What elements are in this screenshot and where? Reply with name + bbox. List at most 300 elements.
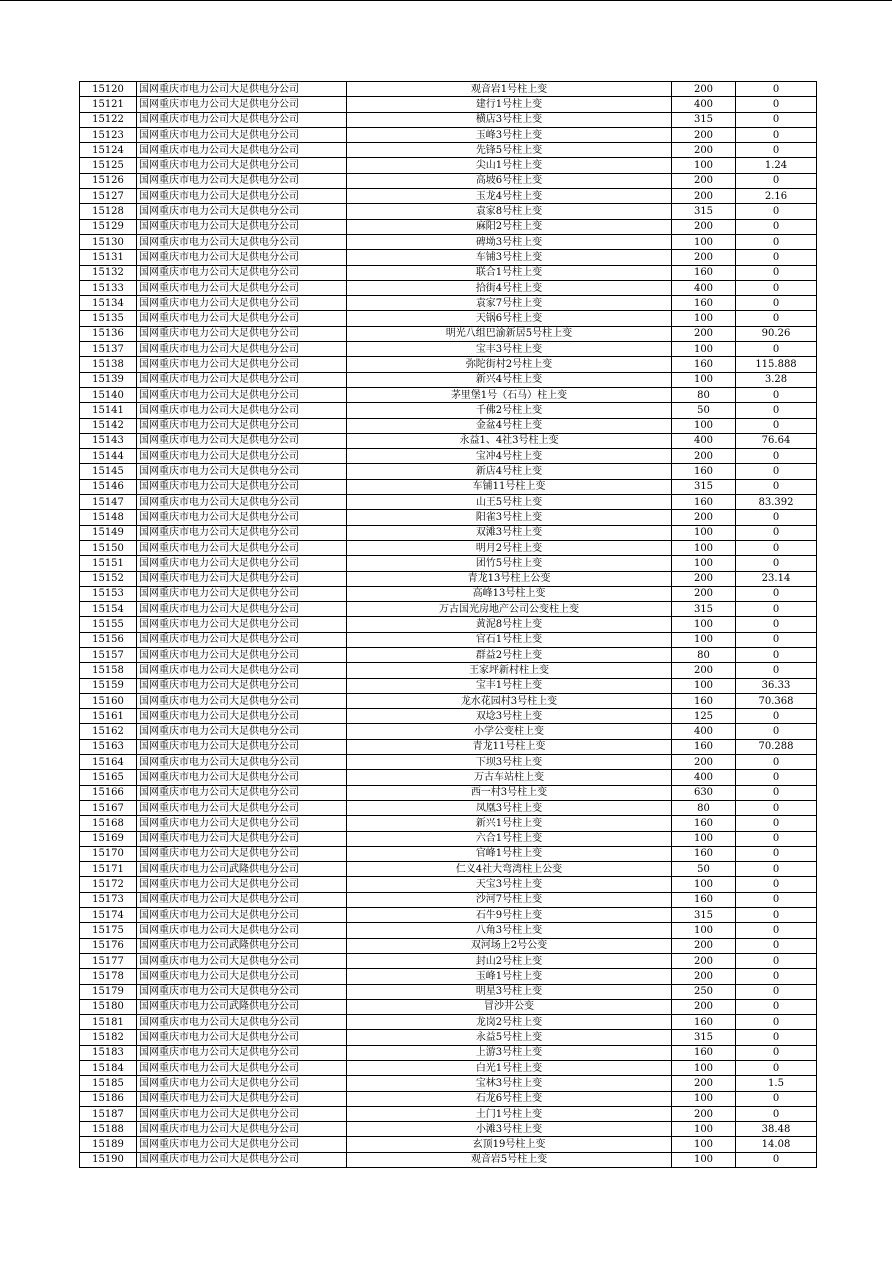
company-cell: 国网重庆市电力公司大足供电分公司	[137, 755, 347, 770]
page-top-border	[0, 0, 892, 1]
table-row	[80, 846, 817, 861]
company-cell: 国网重庆市电力公司大足供电分公司	[137, 617, 347, 632]
transformer-name-cell: 仁义4社大弯湾柱上公变	[347, 862, 672, 877]
company-cell: 国网重庆市电力公司大足供电分公司	[137, 602, 347, 617]
capacity-cell: 200	[672, 250, 736, 265]
table-row	[80, 1091, 817, 1106]
capacity-cell: 200	[672, 219, 736, 234]
value-cell: 0	[736, 464, 817, 479]
transformer-name-cell: 建行1号柱上变	[347, 97, 672, 112]
capacity-cell: 100	[672, 1061, 736, 1076]
transformer-name-cell: 高坡6号柱上变	[347, 173, 672, 188]
row-id-cell: 15147	[80, 495, 137, 510]
row-id-cell: 15135	[80, 311, 137, 326]
table-row	[80, 969, 817, 984]
company-cell: 国网重庆市电力公司大足供电分公司	[137, 1152, 347, 1167]
table-row	[80, 770, 817, 785]
transformer-name-cell: 永益5号柱上变	[347, 1030, 672, 1045]
value-cell: 0	[736, 1091, 817, 1106]
company-cell: 国网重庆市电力公司大足供电分公司	[137, 265, 347, 280]
table-row	[80, 342, 817, 357]
transformer-name-cell: 袁家7号柱上变	[347, 296, 672, 311]
value-cell: 76.64	[736, 433, 817, 448]
value-cell: 0	[736, 785, 817, 800]
table-row	[80, 97, 817, 112]
capacity-cell: 400	[672, 433, 736, 448]
table-row	[80, 800, 817, 815]
capacity-cell: 315	[672, 908, 736, 923]
company-cell: 国网重庆市电力公司大足供电分公司	[137, 1106, 347, 1121]
company-cell: 国网重庆市电力公司大足供电分公司	[137, 280, 347, 295]
value-cell: 0	[736, 250, 817, 265]
company-cell: 国网重庆市电力公司大足供电分公司	[137, 693, 347, 708]
transformer-name-cell: 西一村3号柱上变	[347, 785, 672, 800]
company-cell: 国网重庆市电力公司大足供电分公司	[137, 464, 347, 479]
value-cell: 0	[736, 112, 817, 127]
row-id-cell: 15151	[80, 556, 137, 571]
table-row	[80, 311, 817, 326]
capacity-cell: 100	[672, 556, 736, 571]
transformer-name-cell: 金盆4号柱上变	[347, 418, 672, 433]
row-id-cell: 15121	[80, 97, 137, 112]
row-id-cell: 15138	[80, 357, 137, 372]
capacity-cell: 200	[672, 143, 736, 158]
row-id-cell: 15183	[80, 1045, 137, 1060]
company-cell: 国网重庆市电力公司大足供电分公司	[137, 342, 347, 357]
transformer-table	[79, 81, 817, 1168]
value-cell: 0	[736, 938, 817, 953]
transformer-name-cell: 明月2号柱上变	[347, 540, 672, 555]
table-row	[80, 617, 817, 632]
table-row	[80, 1106, 817, 1121]
company-cell: 国网重庆市电力公司大足供电分公司	[137, 1137, 347, 1152]
row-id-cell: 15174	[80, 908, 137, 923]
company-cell: 国网重庆市电力公司大足供电分公司	[137, 525, 347, 540]
row-id-cell: 15182	[80, 1030, 137, 1045]
transformer-name-cell: 宝丰1号柱上变	[347, 678, 672, 693]
table-row	[80, 280, 817, 295]
company-cell: 国网重庆市电力公司大足供电分公司	[137, 877, 347, 892]
company-cell: 国网重庆市电力公司武隆供电分公司	[137, 999, 347, 1014]
company-cell: 国网重庆市电力公司大足供电分公司	[137, 770, 347, 785]
transformer-name-cell: 袁家8号柱上变	[347, 204, 672, 219]
company-cell: 国网重庆市电力公司大足供电分公司	[137, 1045, 347, 1060]
transformer-name-cell: 冒沙井公变	[347, 999, 672, 1014]
company-cell: 国网重庆市电力公司大足供电分公司	[137, 158, 347, 173]
value-cell: 0	[736, 143, 817, 158]
transformer-name-cell: 封山2号柱上变	[347, 953, 672, 968]
table-row	[80, 953, 817, 968]
company-cell: 国网重庆市电力公司大足供电分公司	[137, 495, 347, 510]
company-cell: 国网重庆市电力公司大足供电分公司	[137, 234, 347, 249]
row-id-cell: 15133	[80, 280, 137, 295]
value-cell: 0	[736, 219, 817, 234]
row-id-cell: 15136	[80, 326, 137, 341]
value-cell: 38.48	[736, 1122, 817, 1137]
transformer-name-cell: 石牛9号柱上变	[347, 908, 672, 923]
transformer-name-cell: 高峰13号柱上变	[347, 586, 672, 601]
company-cell: 国网重庆市电力公司大足供电分公司	[137, 357, 347, 372]
company-cell: 国网重庆市电力公司大足供电分公司	[137, 173, 347, 188]
table-row	[80, 999, 817, 1014]
capacity-cell: 80	[672, 387, 736, 402]
value-cell: 0	[736, 204, 817, 219]
table-row	[80, 464, 817, 479]
value-cell: 2.16	[736, 189, 817, 204]
capacity-cell: 125	[672, 709, 736, 724]
table-row	[80, 556, 817, 571]
transformer-name-cell: 明光八组巴渝新居5号柱上变	[347, 326, 672, 341]
capacity-cell: 50	[672, 862, 736, 877]
value-cell: 0	[736, 403, 817, 418]
transformer-name-cell: 弥陀街村2号柱上变	[347, 357, 672, 372]
capacity-cell: 100	[672, 1137, 736, 1152]
value-cell: 70.368	[736, 693, 817, 708]
capacity-cell: 100	[672, 372, 736, 387]
value-cell: 0	[736, 586, 817, 601]
capacity-cell: 400	[672, 97, 736, 112]
value-cell: 0	[736, 617, 817, 632]
company-cell: 国网重庆市电力公司大足供电分公司	[137, 127, 347, 142]
table-row	[80, 418, 817, 433]
value-cell: 0	[736, 510, 817, 525]
value-cell: 0	[736, 479, 817, 494]
capacity-cell: 100	[672, 877, 736, 892]
capacity-cell: 200	[672, 571, 736, 586]
company-cell: 国网重庆市电力公司大足供电分公司	[137, 556, 347, 571]
table-row	[80, 831, 817, 846]
company-cell: 国网重庆市电力公司大足供电分公司	[137, 571, 347, 586]
table-row	[80, 785, 817, 800]
transformer-name-cell: 白光1号柱上变	[347, 1061, 672, 1076]
company-cell: 国网重庆市电力公司大足供电分公司	[137, 433, 347, 448]
value-cell: 3.28	[736, 372, 817, 387]
company-cell: 国网重庆市电力公司大足供电分公司	[137, 923, 347, 938]
capacity-cell: 160	[672, 495, 736, 510]
row-id-cell: 15170	[80, 846, 137, 861]
company-cell: 国网重庆市电力公司大足供电分公司	[137, 969, 347, 984]
transformer-name-cell: 王家坪新村柱上变	[347, 663, 672, 678]
value-cell: 0	[736, 234, 817, 249]
row-id-cell: 15190	[80, 1152, 137, 1167]
transformer-name-cell: 青龙11号柱上变	[347, 739, 672, 754]
table-row	[80, 877, 817, 892]
transformer-name-cell: 天宝3号柱上变	[347, 877, 672, 892]
capacity-cell: 100	[672, 831, 736, 846]
transformer-name-cell: 玉龙4号柱上变	[347, 189, 672, 204]
capacity-cell: 400	[672, 280, 736, 295]
table-row	[80, 984, 817, 999]
table-row	[80, 923, 817, 938]
table-row	[80, 1137, 817, 1152]
row-id-cell: 15164	[80, 755, 137, 770]
value-cell: 0	[736, 984, 817, 999]
table-row	[80, 1061, 817, 1076]
transformer-name-cell: 上游3号柱上变	[347, 1045, 672, 1060]
capacity-cell: 160	[672, 693, 736, 708]
transformer-name-cell: 横店3号柱上变	[347, 112, 672, 127]
transformer-name-cell: 宝冲4号柱上变	[347, 449, 672, 464]
capacity-cell: 160	[672, 892, 736, 907]
table-row	[80, 816, 817, 831]
capacity-cell: 200	[672, 663, 736, 678]
transformer-name-cell: 凤凰3号柱上变	[347, 800, 672, 815]
value-cell: 0	[736, 923, 817, 938]
table-row	[80, 571, 817, 586]
value-cell: 0	[736, 556, 817, 571]
row-id-cell: 15165	[80, 770, 137, 785]
row-id-cell: 15148	[80, 510, 137, 525]
row-id-cell: 15153	[80, 586, 137, 601]
capacity-cell: 200	[672, 953, 736, 968]
value-cell: 0	[736, 540, 817, 555]
table-row	[80, 938, 817, 953]
capacity-cell: 315	[672, 112, 736, 127]
row-id-cell: 15131	[80, 250, 137, 265]
table-row	[80, 403, 817, 418]
value-cell: 0	[736, 908, 817, 923]
capacity-cell: 200	[672, 586, 736, 601]
company-cell: 国网重庆市电力公司大足供电分公司	[137, 984, 347, 999]
transformer-name-cell: 永益1、4社3号柱上变	[347, 433, 672, 448]
company-cell: 国网重庆市电力公司大足供电分公司	[137, 831, 347, 846]
capacity-cell: 200	[672, 1076, 736, 1091]
value-cell: 0	[736, 755, 817, 770]
transformer-name-cell: 龙岗2号柱上变	[347, 1015, 672, 1030]
row-id-cell: 15149	[80, 525, 137, 540]
transformer-name-cell: 观音岩1号柱上变	[347, 82, 672, 97]
capacity-cell: 400	[672, 724, 736, 739]
value-cell: 0	[736, 1061, 817, 1076]
table-row	[80, 892, 817, 907]
transformer-name-cell: 土门1号柱上变	[347, 1106, 672, 1121]
row-id-cell: 15185	[80, 1076, 137, 1091]
table-row	[80, 479, 817, 494]
value-cell: 1.5	[736, 1076, 817, 1091]
value-cell: 0	[736, 877, 817, 892]
capacity-cell: 80	[672, 647, 736, 662]
value-cell: 0	[736, 173, 817, 188]
value-cell: 0	[736, 770, 817, 785]
transformer-name-cell: 双滩3号柱上变	[347, 525, 672, 540]
transformer-name-cell: 黄泥8号柱上变	[347, 617, 672, 632]
table-row	[80, 510, 817, 525]
company-cell: 国网重庆市电力公司大足供电分公司	[137, 586, 347, 601]
table-row	[80, 219, 817, 234]
company-cell: 国网重庆市电力公司大足供电分公司	[137, 846, 347, 861]
row-id-cell: 15127	[80, 189, 137, 204]
table-row	[80, 1122, 817, 1137]
capacity-cell: 315	[672, 204, 736, 219]
company-cell: 国网重庆市电力公司大足供电分公司	[137, 1061, 347, 1076]
value-cell: 0	[736, 831, 817, 846]
table-row	[80, 602, 817, 617]
value-cell: 0	[736, 127, 817, 142]
transformer-name-cell: 青龙13号柱上公变	[347, 571, 672, 586]
value-cell: 0	[736, 800, 817, 815]
table-row	[80, 1152, 817, 1167]
transformer-name-cell: 山王5号柱上变	[347, 495, 672, 510]
table-row	[80, 326, 817, 341]
capacity-cell: 160	[672, 846, 736, 861]
row-id-cell: 15145	[80, 464, 137, 479]
table-row	[80, 433, 817, 448]
capacity-cell: 200	[672, 326, 736, 341]
company-cell: 国网重庆市电力公司武隆供电分公司	[137, 938, 347, 953]
company-cell: 国网重庆市电力公司大足供电分公司	[137, 663, 347, 678]
capacity-cell: 200	[672, 449, 736, 464]
row-id-cell: 15166	[80, 785, 137, 800]
transformer-name-cell: 车铺11号柱上变	[347, 479, 672, 494]
capacity-cell: 160	[672, 464, 736, 479]
value-cell: 0	[736, 280, 817, 295]
capacity-cell: 160	[672, 739, 736, 754]
row-id-cell: 15160	[80, 693, 137, 708]
value-cell: 0	[736, 82, 817, 97]
row-id-cell: 15125	[80, 158, 137, 173]
value-cell: 90.26	[736, 326, 817, 341]
value-cell: 0	[736, 342, 817, 357]
table-row	[80, 158, 817, 173]
transformer-name-cell: 双埝3号柱上变	[347, 709, 672, 724]
capacity-cell: 160	[672, 816, 736, 831]
value-cell: 0	[736, 1106, 817, 1121]
transformer-name-cell: 双河场上2号公变	[347, 938, 672, 953]
transformer-name-cell: 沙河7号柱上变	[347, 892, 672, 907]
row-id-cell: 15184	[80, 1061, 137, 1076]
value-cell: 0	[736, 724, 817, 739]
company-cell: 国网重庆市电力公司大足供电分公司	[137, 892, 347, 907]
company-cell: 国网重庆市电力公司大足供电分公司	[137, 82, 347, 97]
company-cell: 国网重庆市电力公司大足供电分公司	[137, 678, 347, 693]
row-id-cell: 15123	[80, 127, 137, 142]
value-cell: 70.288	[736, 739, 817, 754]
table-row	[80, 647, 817, 662]
company-cell: 国网重庆市电力公司大足供电分公司	[137, 709, 347, 724]
row-id-cell: 15129	[80, 219, 137, 234]
table-row	[80, 724, 817, 739]
value-cell: 0	[736, 663, 817, 678]
row-id-cell: 15154	[80, 602, 137, 617]
row-id-cell: 15120	[80, 82, 137, 97]
capacity-cell: 400	[672, 770, 736, 785]
capacity-cell: 100	[672, 617, 736, 632]
transformer-name-cell: 下坝3号柱上变	[347, 755, 672, 770]
table-row	[80, 173, 817, 188]
value-cell: 0	[736, 449, 817, 464]
table-row	[80, 862, 817, 877]
value-cell: 83.392	[736, 495, 817, 510]
row-id-cell: 15155	[80, 617, 137, 632]
capacity-cell: 250	[672, 984, 736, 999]
value-cell: 0	[736, 816, 817, 831]
transformer-name-cell: 宝丰3号柱上变	[347, 342, 672, 357]
value-cell: 0	[736, 525, 817, 540]
table-row	[80, 204, 817, 219]
company-cell: 国网重庆市电力公司大足供电分公司	[137, 739, 347, 754]
transformer-name-cell: 龙水花园村3号柱上变	[347, 693, 672, 708]
capacity-cell: 200	[672, 999, 736, 1014]
row-id-cell: 15146	[80, 479, 137, 494]
transformer-name-cell: 拾街4号柱上变	[347, 280, 672, 295]
value-cell: 1.24	[736, 158, 817, 173]
row-id-cell: 15124	[80, 143, 137, 158]
company-cell: 国网重庆市电力公司大足供电分公司	[137, 418, 347, 433]
row-id-cell: 15188	[80, 1122, 137, 1137]
table-row	[80, 693, 817, 708]
capacity-cell: 100	[672, 234, 736, 249]
capacity-cell: 160	[672, 357, 736, 372]
row-id-cell: 15178	[80, 969, 137, 984]
company-cell: 国网重庆市电力公司大足供电分公司	[137, 1015, 347, 1030]
value-cell: 0	[736, 265, 817, 280]
table-row	[80, 709, 817, 724]
row-id-cell: 15126	[80, 173, 137, 188]
capacity-cell: 100	[672, 158, 736, 173]
company-cell: 国网重庆市电力公司大足供电分公司	[137, 250, 347, 265]
table-row	[80, 127, 817, 142]
transformer-name-cell: 官峰1号柱上变	[347, 846, 672, 861]
capacity-cell: 100	[672, 540, 736, 555]
table-row	[80, 525, 817, 540]
company-cell: 国网重庆市电力公司大足供电分公司	[137, 1076, 347, 1091]
capacity-cell: 200	[672, 969, 736, 984]
capacity-cell: 315	[672, 602, 736, 617]
row-id-cell: 15177	[80, 953, 137, 968]
value-cell: 0	[736, 999, 817, 1014]
transformer-name-cell: 六合1号柱上变	[347, 831, 672, 846]
value-cell: 0	[736, 892, 817, 907]
capacity-cell: 100	[672, 923, 736, 938]
capacity-cell: 200	[672, 127, 736, 142]
table-row	[80, 755, 817, 770]
value-cell: 115.888	[736, 357, 817, 372]
row-id-cell: 15150	[80, 540, 137, 555]
transformer-name-cell: 石龙6号柱上变	[347, 1091, 672, 1106]
company-cell: 国网重庆市电力公司大足供电分公司	[137, 816, 347, 831]
transformer-name-cell: 官石1号柱上变	[347, 632, 672, 647]
table-row	[80, 1076, 817, 1091]
value-cell: 0	[736, 953, 817, 968]
row-id-cell: 15142	[80, 418, 137, 433]
value-cell: 0	[736, 1045, 817, 1060]
transformer-name-cell: 碑坳3号柱上变	[347, 234, 672, 249]
table-row	[80, 265, 817, 280]
table-row	[80, 540, 817, 555]
transformer-name-cell: 新店4号柱上变	[347, 464, 672, 479]
row-id-cell: 15181	[80, 1015, 137, 1030]
row-id-cell: 15128	[80, 204, 137, 219]
table-row	[80, 678, 817, 693]
row-id-cell: 15173	[80, 892, 137, 907]
row-id-cell: 15180	[80, 999, 137, 1014]
capacity-cell: 100	[672, 1091, 736, 1106]
table-row	[80, 357, 817, 372]
transformer-name-cell: 联合1号柱上变	[347, 265, 672, 280]
row-id-cell: 15168	[80, 816, 137, 831]
table-row	[80, 1015, 817, 1030]
company-cell: 国网重庆市电力公司大足供电分公司	[137, 112, 347, 127]
row-id-cell: 15157	[80, 647, 137, 662]
row-id-cell: 15161	[80, 709, 137, 724]
row-id-cell: 15130	[80, 234, 137, 249]
transformer-name-cell: 群益2号柱上变	[347, 647, 672, 662]
transformer-name-cell: 八角3号柱上变	[347, 923, 672, 938]
value-cell: 0	[736, 387, 817, 402]
transformer-name-cell: 小学公变柱上变	[347, 724, 672, 739]
row-id-cell: 15179	[80, 984, 137, 999]
capacity-cell: 315	[672, 479, 736, 494]
